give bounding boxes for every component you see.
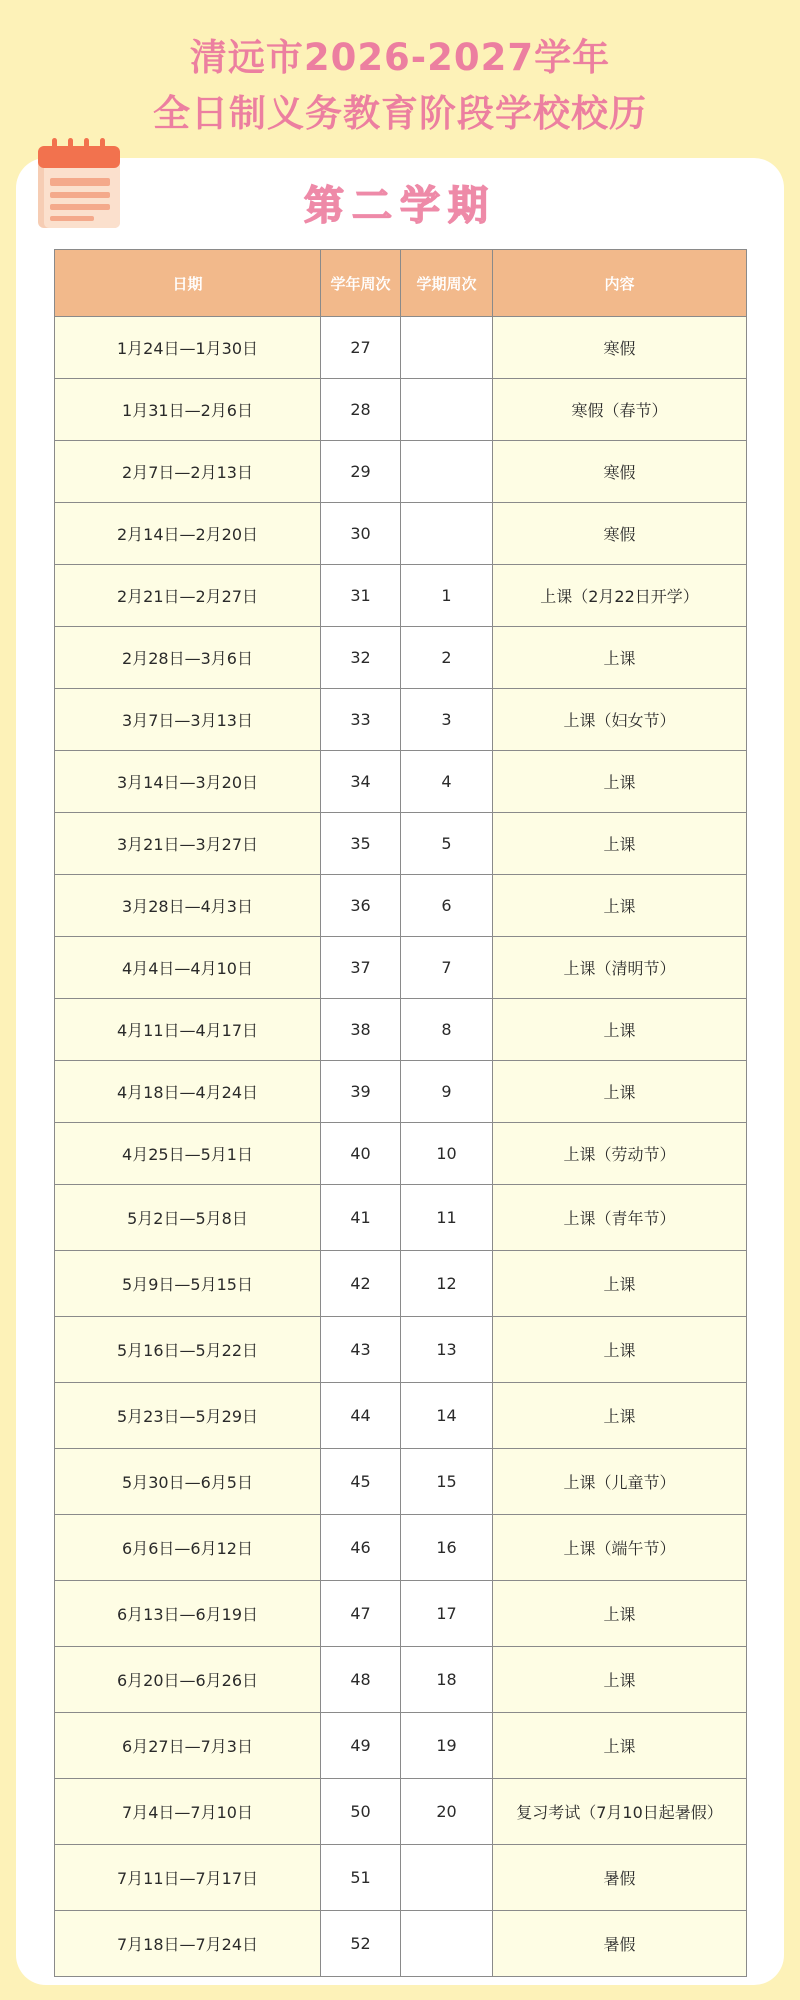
- cell-content: 上课: [493, 813, 747, 875]
- table-row: [55, 565, 747, 627]
- table-row: [55, 1911, 747, 1977]
- header-term-week: 学期周次: [401, 250, 493, 317]
- cell-term-week: 15: [401, 1449, 493, 1515]
- cell-content: 寒假: [493, 503, 747, 565]
- cell-year-week: 29: [321, 441, 401, 503]
- table-row: [55, 1713, 747, 1779]
- cell-year-week: 42: [321, 1251, 401, 1317]
- cell-content: 暑假: [493, 1911, 747, 1977]
- table-row: [55, 1515, 747, 1581]
- cell-year-week: 36: [321, 875, 401, 937]
- cell-year-week: 31: [321, 565, 401, 627]
- cell-content: 上课（清明节）: [493, 937, 747, 999]
- cell-year-week: 38: [321, 999, 401, 1061]
- cell-date: 7月11日—7月17日: [55, 1845, 321, 1911]
- table-row: [55, 999, 747, 1061]
- cell-content: 上课: [493, 1647, 747, 1713]
- cell-year-week: 44: [321, 1383, 401, 1449]
- cell-term-week: 7: [401, 937, 493, 999]
- cell-content: 上课（2月22日开学）: [493, 565, 747, 627]
- cell-content: 上课: [493, 1581, 747, 1647]
- cell-term-week: 6: [401, 875, 493, 937]
- cell-year-week: 48: [321, 1647, 401, 1713]
- page-title-line1: 清远市2026-2027学年: [189, 36, 611, 79]
- cell-term-week: 9: [401, 1061, 493, 1123]
- cell-term-week: 16: [401, 1515, 493, 1581]
- table-row: [55, 503, 747, 565]
- cell-year-week: 46: [321, 1515, 401, 1581]
- cell-content: 上课: [493, 1251, 747, 1317]
- cell-term-week: 11: [401, 1185, 493, 1251]
- school-calendar-table: [54, 249, 747, 1977]
- cell-date: 1月24日—1月30日: [55, 317, 321, 379]
- cell-content: 上课（端午节）: [493, 1515, 747, 1581]
- cell-date: 6月20日—6月26日: [55, 1647, 321, 1713]
- cell-date: 2月7日—2月13日: [55, 441, 321, 503]
- table-row: [55, 813, 747, 875]
- cell-year-week: 37: [321, 937, 401, 999]
- table-header-row: [55, 250, 747, 317]
- cell-term-week: [401, 379, 493, 441]
- table-row: [55, 379, 747, 441]
- table-row: [55, 1061, 747, 1123]
- cell-term-week: [401, 1911, 493, 1977]
- table-row: [55, 751, 747, 813]
- cell-year-week: 30: [321, 503, 401, 565]
- cell-term-week: 1: [401, 565, 493, 627]
- cell-year-week: 49: [321, 1713, 401, 1779]
- cell-date: 2月21日—2月27日: [55, 565, 321, 627]
- cell-content: 暑假: [493, 1845, 747, 1911]
- cell-content: 上课: [493, 875, 747, 937]
- cell-date: 7月18日—7月24日: [55, 1911, 321, 1977]
- table-row: [55, 441, 747, 503]
- cell-term-week: 19: [401, 1713, 493, 1779]
- header-date: 日期: [55, 250, 321, 317]
- cell-term-week: [401, 317, 493, 379]
- cell-date: 6月27日—7月3日: [55, 1713, 321, 1779]
- cell-content: 寒假（春节）: [493, 379, 747, 441]
- cell-date: 7月4日—7月10日: [55, 1779, 321, 1845]
- cell-content: 上课: [493, 1317, 747, 1383]
- cell-term-week: 2: [401, 627, 493, 689]
- cell-term-week: [401, 441, 493, 503]
- cell-year-week: 40: [321, 1123, 401, 1185]
- cell-date: 6月6日—6月12日: [55, 1515, 321, 1581]
- cell-term-week: 8: [401, 999, 493, 1061]
- table-row: [55, 1185, 747, 1251]
- cell-content: 上课（劳动节）: [493, 1123, 747, 1185]
- cell-term-week: 3: [401, 689, 493, 751]
- cell-year-week: 35: [321, 813, 401, 875]
- cell-date: 4月11日—4月17日: [55, 999, 321, 1061]
- cell-date: 1月31日—2月6日: [55, 379, 321, 441]
- cell-year-week: 32: [321, 627, 401, 689]
- cell-date: 3月14日—3月20日: [55, 751, 321, 813]
- cell-date: 2月14日—2月20日: [55, 503, 321, 565]
- cell-year-week: 45: [321, 1449, 401, 1515]
- cell-year-week: 28: [321, 379, 401, 441]
- cell-term-week: [401, 1845, 493, 1911]
- cell-term-week: 10: [401, 1123, 493, 1185]
- cell-date: 5月2日—5月8日: [55, 1185, 321, 1251]
- table-row: [55, 937, 747, 999]
- cell-date: 4月18日—4月24日: [55, 1061, 321, 1123]
- cell-term-week: 5: [401, 813, 493, 875]
- table-row: [55, 1779, 747, 1845]
- cell-year-week: 41: [321, 1185, 401, 1251]
- table-row: [55, 627, 747, 689]
- cell-content: 上课: [493, 1383, 747, 1449]
- term-title: 第二学期: [304, 182, 496, 229]
- table-row: [55, 1647, 747, 1713]
- table-row: [55, 1251, 747, 1317]
- cell-content: 上课（青年节）: [493, 1185, 747, 1251]
- cell-year-week: 33: [321, 689, 401, 751]
- cell-content: 上课: [493, 1061, 747, 1123]
- cell-content: 上课: [493, 999, 747, 1061]
- cell-year-week: 34: [321, 751, 401, 813]
- table-row: [55, 1317, 747, 1383]
- cell-year-week: 27: [321, 317, 401, 379]
- cell-content: 上课（儿童节）: [493, 1449, 747, 1515]
- cell-year-week: 47: [321, 1581, 401, 1647]
- table-row: [55, 875, 747, 937]
- table-row: [55, 689, 747, 751]
- table-row: [55, 1383, 747, 1449]
- cell-date: 5月23日—5月29日: [55, 1383, 321, 1449]
- cell-term-week: 4: [401, 751, 493, 813]
- table-row: [55, 1581, 747, 1647]
- cell-date: 3月21日—3月27日: [55, 813, 321, 875]
- cell-term-week: 12: [401, 1251, 493, 1317]
- cell-date: 2月28日—3月6日: [55, 627, 321, 689]
- cell-date: 3月7日—3月13日: [55, 689, 321, 751]
- header-content: 内容: [493, 250, 747, 317]
- page-title-line2: 全日制义务教育阶段学校校历: [153, 92, 647, 135]
- table-row: [55, 317, 747, 379]
- cell-term-week: 18: [401, 1647, 493, 1713]
- cell-content: 上课: [493, 751, 747, 813]
- cell-content: 寒假: [493, 317, 747, 379]
- cell-year-week: 52: [321, 1911, 401, 1977]
- header-year-week: 学年周次: [321, 250, 401, 317]
- cell-date: 5月16日—5月22日: [55, 1317, 321, 1383]
- table-row: [55, 1123, 747, 1185]
- cell-term-week: 20: [401, 1779, 493, 1845]
- cell-year-week: 51: [321, 1845, 401, 1911]
- cell-date: 5月9日—5月15日: [55, 1251, 321, 1317]
- cell-date: 6月13日—6月19日: [55, 1581, 321, 1647]
- cell-term-week: 13: [401, 1317, 493, 1383]
- table-row: [55, 1845, 747, 1911]
- table-row: [55, 1449, 747, 1515]
- cell-term-week: 14: [401, 1383, 493, 1449]
- cell-year-week: 50: [321, 1779, 401, 1845]
- cell-year-week: 39: [321, 1061, 401, 1123]
- cell-term-week: [401, 503, 493, 565]
- cell-content: 上课（妇女节）: [493, 689, 747, 751]
- cell-date: 4月25日—5月1日: [55, 1123, 321, 1185]
- cell-content: 上课: [493, 627, 747, 689]
- cell-content: 寒假: [493, 441, 747, 503]
- cell-content: 复习考试（7月10日起暑假）: [493, 1779, 747, 1845]
- cell-year-week: 43: [321, 1317, 401, 1383]
- cell-term-week: 17: [401, 1581, 493, 1647]
- cell-date: 5月30日—6月5日: [55, 1449, 321, 1515]
- cell-date: 4月4日—4月10日: [55, 937, 321, 999]
- cell-date: 3月28日—4月3日: [55, 875, 321, 937]
- cell-content: 上课: [493, 1713, 747, 1779]
